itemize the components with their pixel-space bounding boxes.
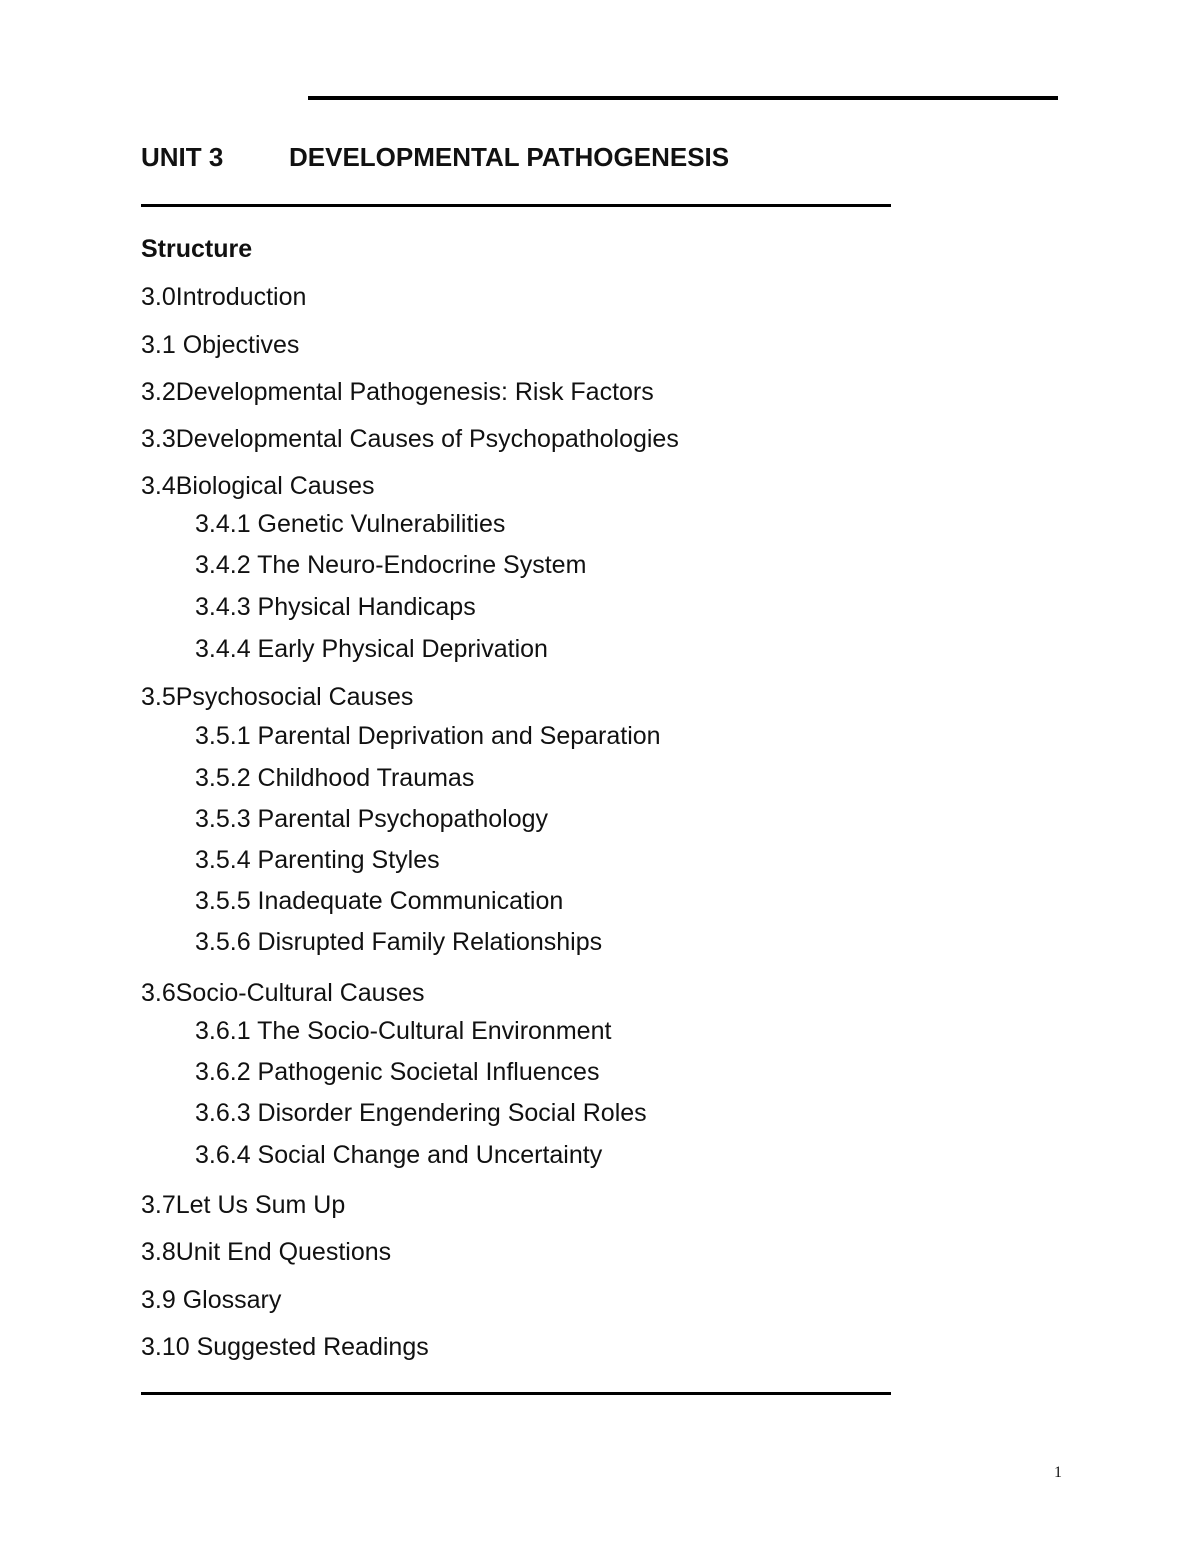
toc-subitem: 3.5.2 Childhood Traumas — [195, 764, 475, 792]
toc-subitem: 3.4.3 Physical Handicaps — [195, 593, 476, 621]
toc-subitem: 3.6.4 Social Change and Uncertainty — [195, 1141, 603, 1169]
top-rule — [308, 96, 1058, 100]
toc-item: 3.3Developmental Causes of Psychopathologies — [141, 425, 679, 453]
page-number: 1 — [1054, 1464, 1062, 1481]
toc-item: 3.2Developmental Pathogenesis: Risk Factors — [141, 378, 654, 406]
toc-subitem: 3.6.1 The Socio-Cultural Environment — [195, 1017, 612, 1045]
toc-item: 3.8Unit End Questions — [141, 1238, 392, 1266]
toc-subitem: 3.5.3 Parental Psychopathology — [195, 805, 549, 833]
toc-subitem: 3.6.2 Pathogenic Societal Influences — [195, 1058, 600, 1086]
unit-heading — [141, 142, 729, 173]
toc-subitem: 3.5.5 Inadequate Communication — [195, 887, 564, 915]
toc-item: 3.4Biological Causes — [141, 472, 375, 500]
toc-subitem: 3.5.6 Disrupted Family Relationships — [195, 928, 603, 956]
unit-title: DEVELOPMENTAL PATHOGENESIS — [289, 142, 730, 172]
toc-subitem: 3.6.3 Disorder Engendering Social Roles — [195, 1099, 647, 1127]
toc-item: 3.5Psychosocial Causes — [141, 683, 414, 711]
toc-item: 3.10 Suggested Readings — [141, 1333, 429, 1361]
toc-subitem: 3.5.4 Parenting Styles — [195, 846, 440, 874]
toc-item: 3.6Socio-Cultural Causes — [141, 979, 425, 1007]
structure-title: Structure — [141, 235, 253, 263]
toc-subitem: 3.4.1 Genetic Vulnerabilities — [195, 510, 506, 538]
heading-divider — [141, 204, 891, 207]
toc-subitem: 3.4.2 The Neuro-Endocrine System — [195, 551, 587, 579]
toc-item: 3.1 Objectives — [141, 331, 300, 359]
toc-subitem: 3.5.1 Parental Deprivation and Separation — [195, 722, 661, 750]
toc-item: 3.0Introduction — [141, 283, 307, 311]
bottom-rule — [141, 1392, 891, 1395]
toc-subitem: 3.4.4 Early Physical Deprivation — [195, 635, 548, 663]
toc-item: 3.7Let Us Sum Up — [141, 1191, 346, 1219]
unit-label: UNIT 3 — [141, 142, 224, 172]
toc-item: 3.9 Glossary — [141, 1286, 282, 1314]
